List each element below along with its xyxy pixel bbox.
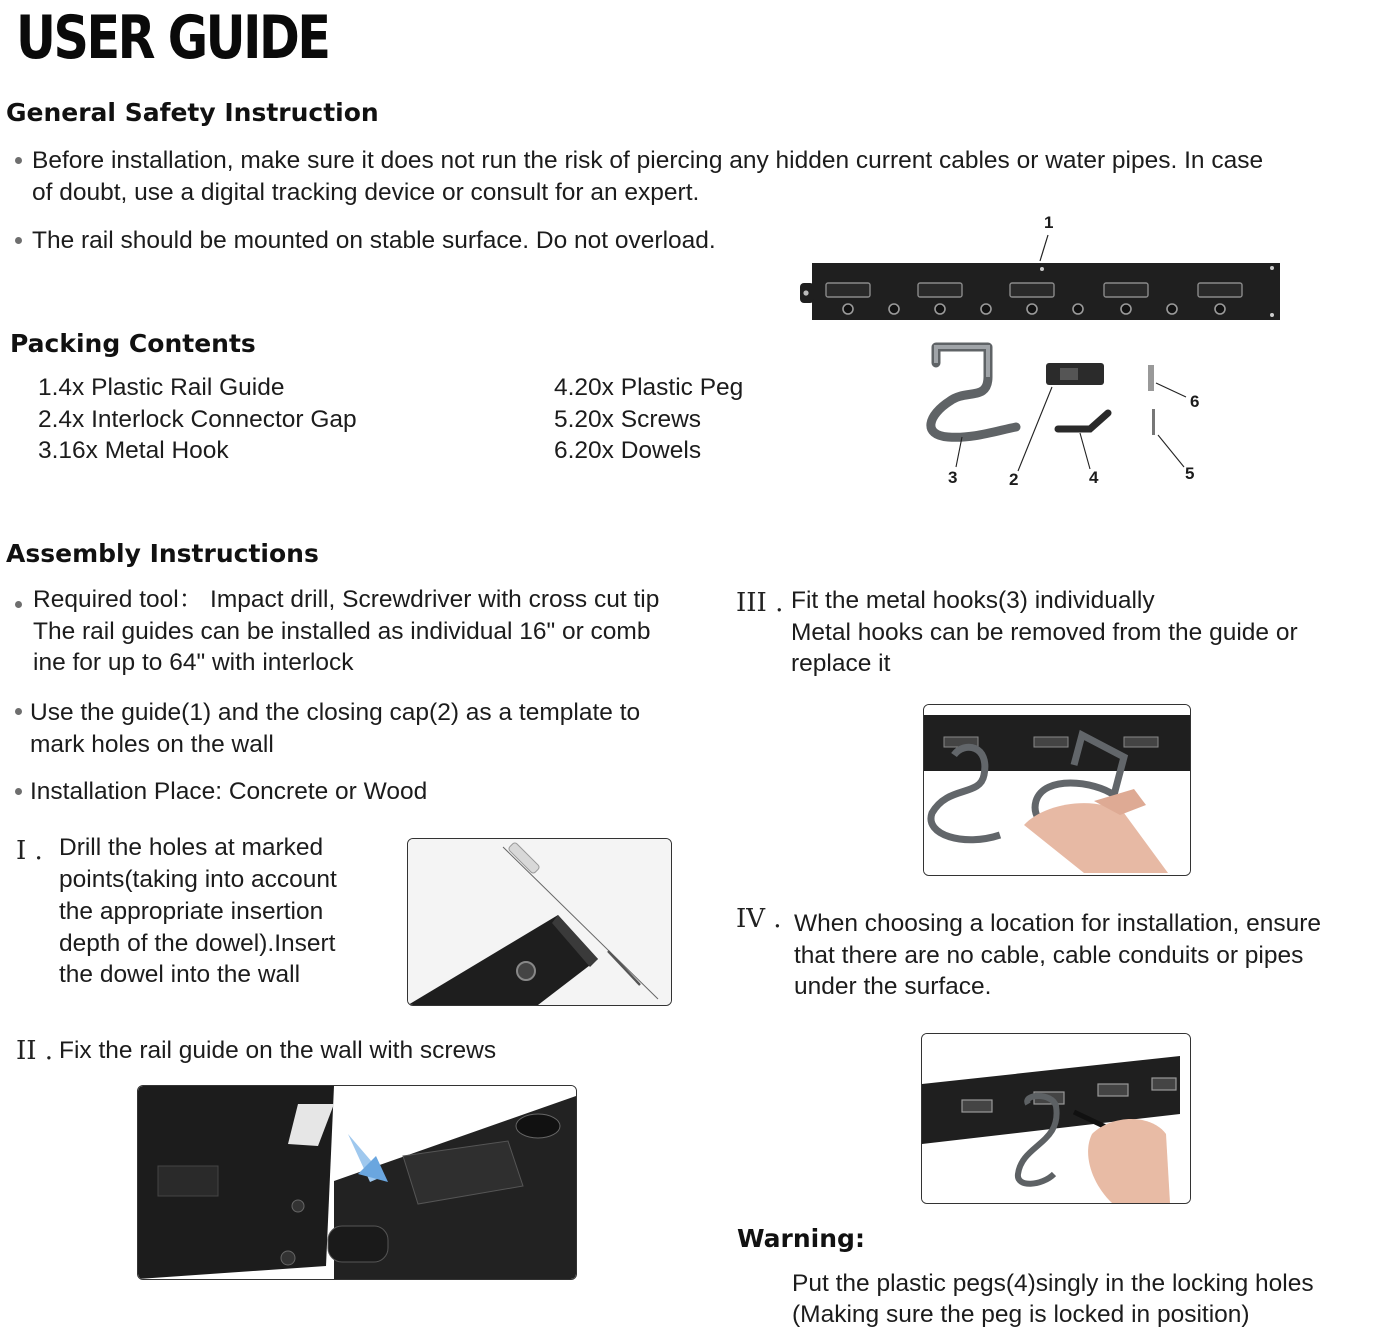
step-1-line-2: points(taking into account [59, 866, 337, 893]
safety-bullet-1-line-1: Before installation, make sure it does not run the risk of piercing any hidden current cables or water pipes. In case [32, 147, 1264, 174]
diagram-label-4: 4 [1089, 468, 1099, 487]
step-4-line-2: that there are no cable, cable conduits or pipes [794, 942, 1304, 969]
parts-diagram [790, 205, 1290, 500]
peg-lock-photo [921, 1033, 1191, 1204]
bullet-icon [15, 601, 22, 608]
step-3-numeral: III . [736, 588, 784, 618]
bullet-icon [15, 157, 22, 164]
diagram-label-2: 2 [1009, 470, 1019, 489]
safety-bullet-1-line-2: of doubt, use a digital tracking device or consult for an expert. [32, 179, 700, 206]
step-4-line-1: When choosing a location for installation, ensure [794, 910, 1322, 937]
step-1-line-3: the appropriate insertion [59, 898, 324, 925]
packing-item-6: 6.20x Dowels [554, 437, 702, 464]
rail-screw-photo [137, 1085, 577, 1280]
step-3-line-1: Fit the metal hooks(3) individually [791, 587, 1155, 614]
warning-line-1: Put the plastic pegs(4)singly in the locking holes [792, 1270, 1314, 1297]
safety-heading: General Safety Instruction [6, 98, 379, 127]
step-3-line-2: Metal hooks can be removed from the guide or [791, 619, 1298, 646]
diagram-label-3: 3 [948, 468, 958, 487]
fit-hooks-photo [923, 704, 1191, 876]
bullet-icon [15, 237, 22, 244]
step-4-numeral: IV . [736, 904, 782, 934]
step-1-numeral: I . [16, 836, 43, 866]
diagram-label-6: 6 [1190, 392, 1200, 411]
safety-bullet-2: The rail should be mounted on stable surface. Do not overload. [32, 227, 716, 254]
tool-line-1: Required tool： Impact drill, Screwdriver with cross cut tip [33, 586, 660, 613]
rail-guide-illustration [800, 263, 1280, 320]
page-title: USER GUIDE [16, 3, 329, 73]
template-line-1: Use the guide(1) and the closing cap(2) as a template to [30, 699, 641, 726]
packing-heading: Packing Contents [10, 329, 256, 358]
packing-item-4: 4.20x Plastic Peg [554, 374, 744, 401]
packing-item-5: 5.20x Screws [554, 406, 702, 433]
step-3-line-3: replace it [791, 650, 891, 677]
screw-illustration [1152, 409, 1155, 435]
step-1-line-5: the dowel into the wall [59, 961, 301, 988]
packing-item-3: 3.16x Metal Hook [38, 437, 229, 464]
plastic-peg-illustration [1058, 413, 1108, 429]
tool-line-2: The rail guides can be installed as individual 16" or comb [33, 618, 651, 645]
diagram-label-1: 1 [1044, 213, 1054, 232]
step-4-line-3: under the surface. [794, 973, 992, 1000]
step-1-line-4: depth of the dowel).Insert [59, 930, 336, 957]
diagram-label-5: 5 [1185, 464, 1195, 483]
packing-item-1: 1.4x Plastic Rail Guide [38, 374, 285, 401]
assembly-heading: Assembly Instructions [6, 539, 319, 568]
step-1-line-1: Drill the holes at marked [59, 834, 324, 861]
step-2-text: Fix the rail guide on the wall with screws [59, 1037, 497, 1064]
tool-line-3: ine for up to 64" with interlock [33, 649, 354, 676]
bullet-icon [15, 788, 22, 795]
dowel-illustration [1148, 365, 1154, 391]
installation-place: Installation Place: Concrete or Wood [30, 778, 428, 805]
drill-dowel-photo [407, 838, 672, 1006]
bullet-icon [15, 708, 22, 715]
template-line-2: mark holes on the wall [30, 731, 274, 758]
warning-line-2: (Making sure the peg is locked in position) [792, 1301, 1250, 1328]
warning-heading: Warning: [737, 1224, 865, 1253]
packing-item-2: 2.4x Interlock Connector Gap [38, 406, 357, 433]
step-2-numeral: II . [16, 1036, 54, 1066]
metal-hook-illustration [931, 347, 1016, 437]
